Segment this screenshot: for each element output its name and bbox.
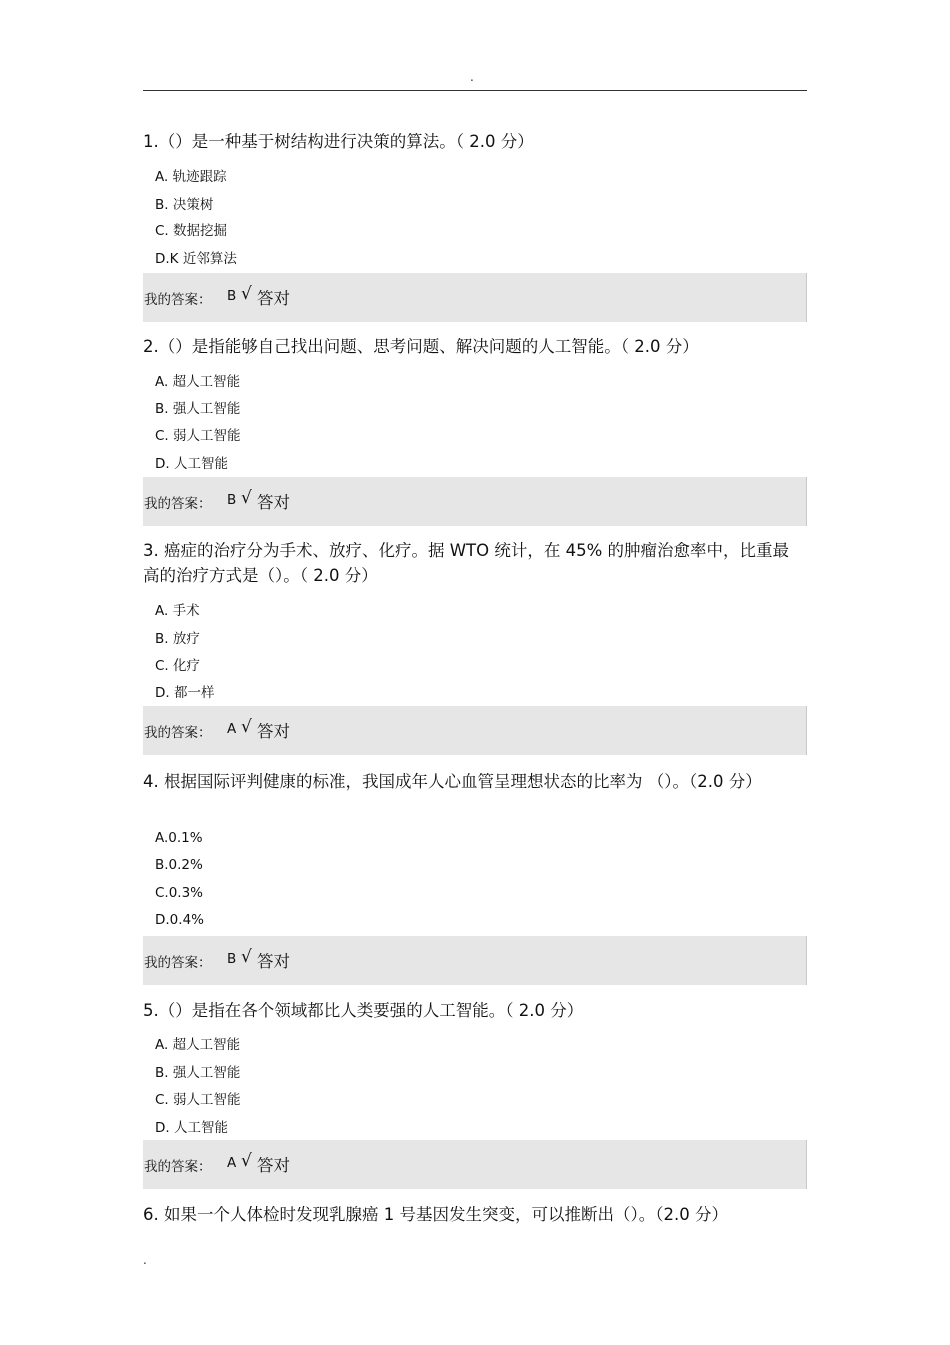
check-icon: √ [241,488,252,508]
answer-label: 我的答案： [144,955,212,971]
answer-choice: A [227,1155,237,1171]
answer-label: 我的答案： [144,292,212,308]
answer-bar [143,936,807,985]
answer-result: 答对 [257,289,290,308]
option-a: A. 超人工智能 [155,374,241,390]
answer-result: 答对 [257,722,290,741]
answer-bar [143,273,807,322]
option-d: D. 人工智能 [155,1120,228,1136]
question-6-text: 6. 如果一个人体检时发现乳腺癌 1 号基因发生突变，可以推断出（）。（2.0 分） [143,1205,728,1224]
answer-result: 答对 [257,1156,290,1175]
option-c: C. 化疗 [155,658,201,674]
answer-bar [143,706,807,755]
option-b: B. 决策树 [155,197,214,213]
answer-result: 答对 [257,952,290,971]
question-3-text: 3. 癌症的治疗分为手术、放疗、化疗。据 WTO 统计，在 45% 的肿瘤治愈率中，比重最高的治疗方式是（）。（ 2.0 分） [143,541,790,585]
answer-choice: B [227,288,237,304]
check-icon: √ [241,947,252,967]
option-a: A. 轨迹跟踪 [155,169,227,185]
option-c: C. 弱人工智能 [155,428,241,444]
header-mark: . [470,70,474,84]
check-icon: √ [241,717,252,737]
answer-bar [143,477,807,526]
question-4-text: 4. 根据国际评判健康的标准，我国成年人心血管呈理想状态的比率为 （）。（2.0 分） [143,772,762,791]
option-b: B. 强人工智能 [155,401,241,417]
footer-mark: . [143,1253,147,1267]
option-a: A. 超人工智能 [155,1037,241,1053]
option-b: B. 强人工智能 [155,1065,241,1081]
header-divider [143,90,807,91]
check-icon: √ [241,284,252,304]
question-1-text: 1.（）是一种基于树结构进行决策的算法。（ 2.0 分） [143,132,534,151]
answer-label: 我的答案： [144,1159,212,1175]
answer-choice: B [227,951,237,967]
answer-choice: B [227,492,237,508]
option-d: D. 都一样 [155,685,215,701]
option-c: C.0.3% [155,885,204,901]
answer-choice: A [227,721,237,737]
option-a: A.0.1% [155,830,203,846]
option-d: D. 人工智能 [155,456,228,472]
option-b: B.0.2% [155,857,203,873]
answer-result: 答对 [257,493,290,512]
question-5-text: 5.（）是指在各个领域都比人类要强的人工智能。（ 2.0 分） [143,1001,584,1020]
option-d: D.K 近邻算法 [155,251,237,267]
check-icon: √ [241,1151,252,1171]
answer-bar [143,1140,807,1189]
option-b: B. 放疗 [155,631,200,647]
option-a: A. 手术 [155,603,200,619]
option-c: C. 数据挖掘 [155,223,228,239]
answer-label: 我的答案： [144,496,212,512]
answer-label: 我的答案： [144,725,212,741]
option-c: C. 弱人工智能 [155,1092,241,1108]
option-d: D.0.4% [155,912,204,928]
question-2-text: 2.（）是指能够自己找出问题、思考问题、解决问题的人工智能。（ 2.0 分） [143,337,699,356]
